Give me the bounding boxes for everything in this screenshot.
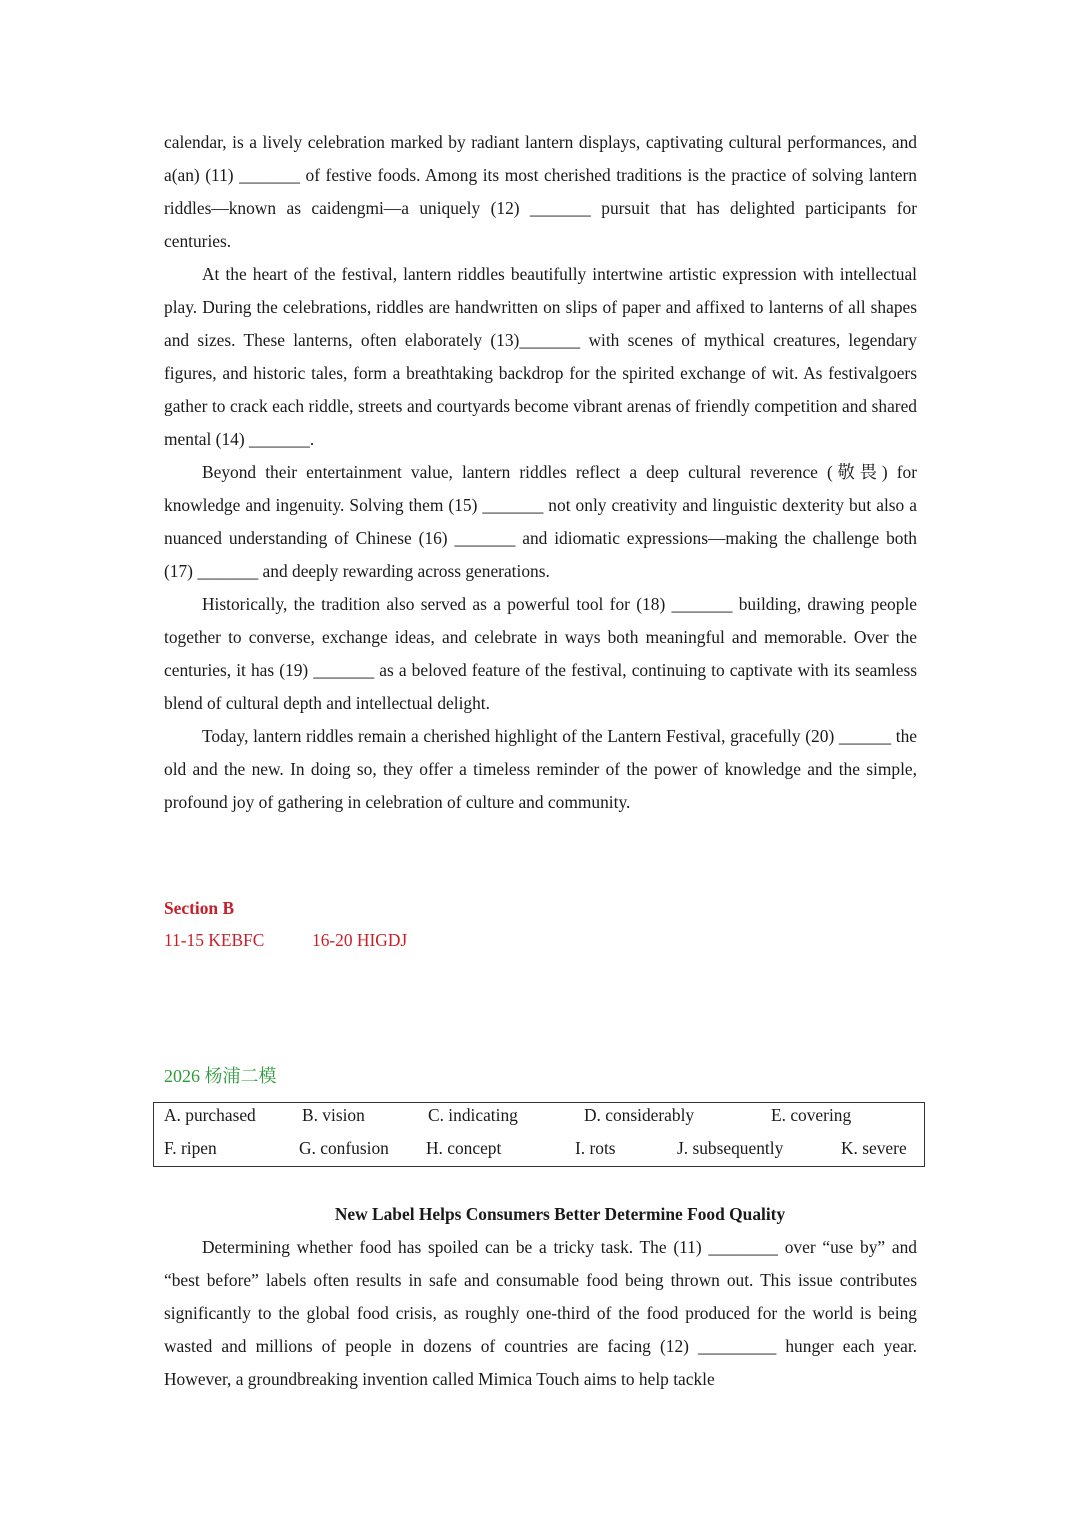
word-option-b: B. vision <box>302 1105 365 1125</box>
article-title: New Label Helps Consumers Better Determine Food Quality <box>334 1204 786 1224</box>
source-label <box>164 1061 277 1091</box>
answer-key-11-15: 11-15 KEBFC <box>164 930 265 950</box>
source-label-text: 2026 杨浦二模 <box>164 1066 277 1086</box>
word-bank-box <box>153 1102 925 1167</box>
article-paragraph-1: Determining whether food has spoiled can be a tricky task. The (11) ________ over “use by” and “best before” labels often results in safe and consumable food being thrown out. This issue contributes significantly to the global food crisis, as roughly one-third of the food produced for the world is being wasted and millions of people in dozens of countries are facing (12) _________ hunger each year. However, a groundbreaking invention called Mimica Touch aims to help tackle <box>164 1237 917 1389</box>
word-option-e: E. covering <box>771 1105 852 1125</box>
paragraph-5: Today, lantern riddles remain a cherished highlight of the Lantern Festival, gracefully (20) ______ the old and the new. In doing so, they offer a timeless reminder of the power of knowledge and the simple, profound joy of gathering in celebration of culture and community. <box>164 726 917 812</box>
word-option-f: F. ripen <box>164 1138 217 1158</box>
word-option-a: A. purchased <box>164 1105 256 1125</box>
paragraph-1: calendar, is a lively celebration marked by radiant lantern displays, captivating cultural performances, and a(an) (11) _______ of festive foods. Among its most cherished traditions is the practice of solving lantern riddles—known as caidengmi—a uniquely (12) _______ pursuit that has delighted participants for centuries. <box>164 132 917 251</box>
paragraph-3-text: Beyond their entertainment value, lantern riddles reflect a deep cultural reverence (敬畏) for knowledge and ingenuity. Solving them (15) _______ not only creativity and linguistic dexterity but also a nuanced understanding of Chinese (16) _______ and idiomatic expressions—making the challenge both (17) _______ and deeply rewarding across generations. <box>164 462 917 581</box>
section-b-answers <box>164 892 407 956</box>
answer-key-16-20: 16-20 HIGDJ <box>312 930 408 950</box>
paragraph-4: Historically, the tradition also served as a powerful tool for (18) _______ building, drawing people together to converse, exchange ideas, and celebrate in ways both meaningful and memorable. Over the centuries, it has (19) _______ as a beloved feature of the festival, continuing to captivate with its seamless blend of cultural depth and intellectual delight. <box>164 594 917 713</box>
word-option-g: G. confusion <box>299 1138 389 1158</box>
word-option-h: H. concept <box>426 1138 502 1158</box>
section-b-title: Section B <box>164 898 235 918</box>
word-option-k: K. severe <box>841 1138 907 1158</box>
answer-key <box>164 924 407 956</box>
word-option-j: J. subsequently <box>677 1138 784 1158</box>
word-option-i: I. rots <box>575 1138 616 1158</box>
paragraph-2: At the heart of the festival, lantern riddles beautifully intertwine artistic expression with intellectual play. During the celebrations, riddles are handwritten on slips of paper and affixed to lanterns of all shapes and sizes. These lanterns, often elaborately (13)_______ with scenes of mythical creatures, legendary figures, and historic tales, form a breathtaking backdrop for the spirited exchange of wit. As festivalgoers gather to crack each riddle, streets and courtyards become vibrant arenas of friendly competition and shared mental (14) _______. <box>164 264 917 449</box>
paragraph-3 <box>164 456 917 588</box>
passage-lantern-festival <box>164 126 917 819</box>
word-option-d: D. considerably <box>584 1105 695 1125</box>
word-option-c: C. indicating <box>428 1105 518 1125</box>
passage-food-label <box>164 1231 917 1396</box>
